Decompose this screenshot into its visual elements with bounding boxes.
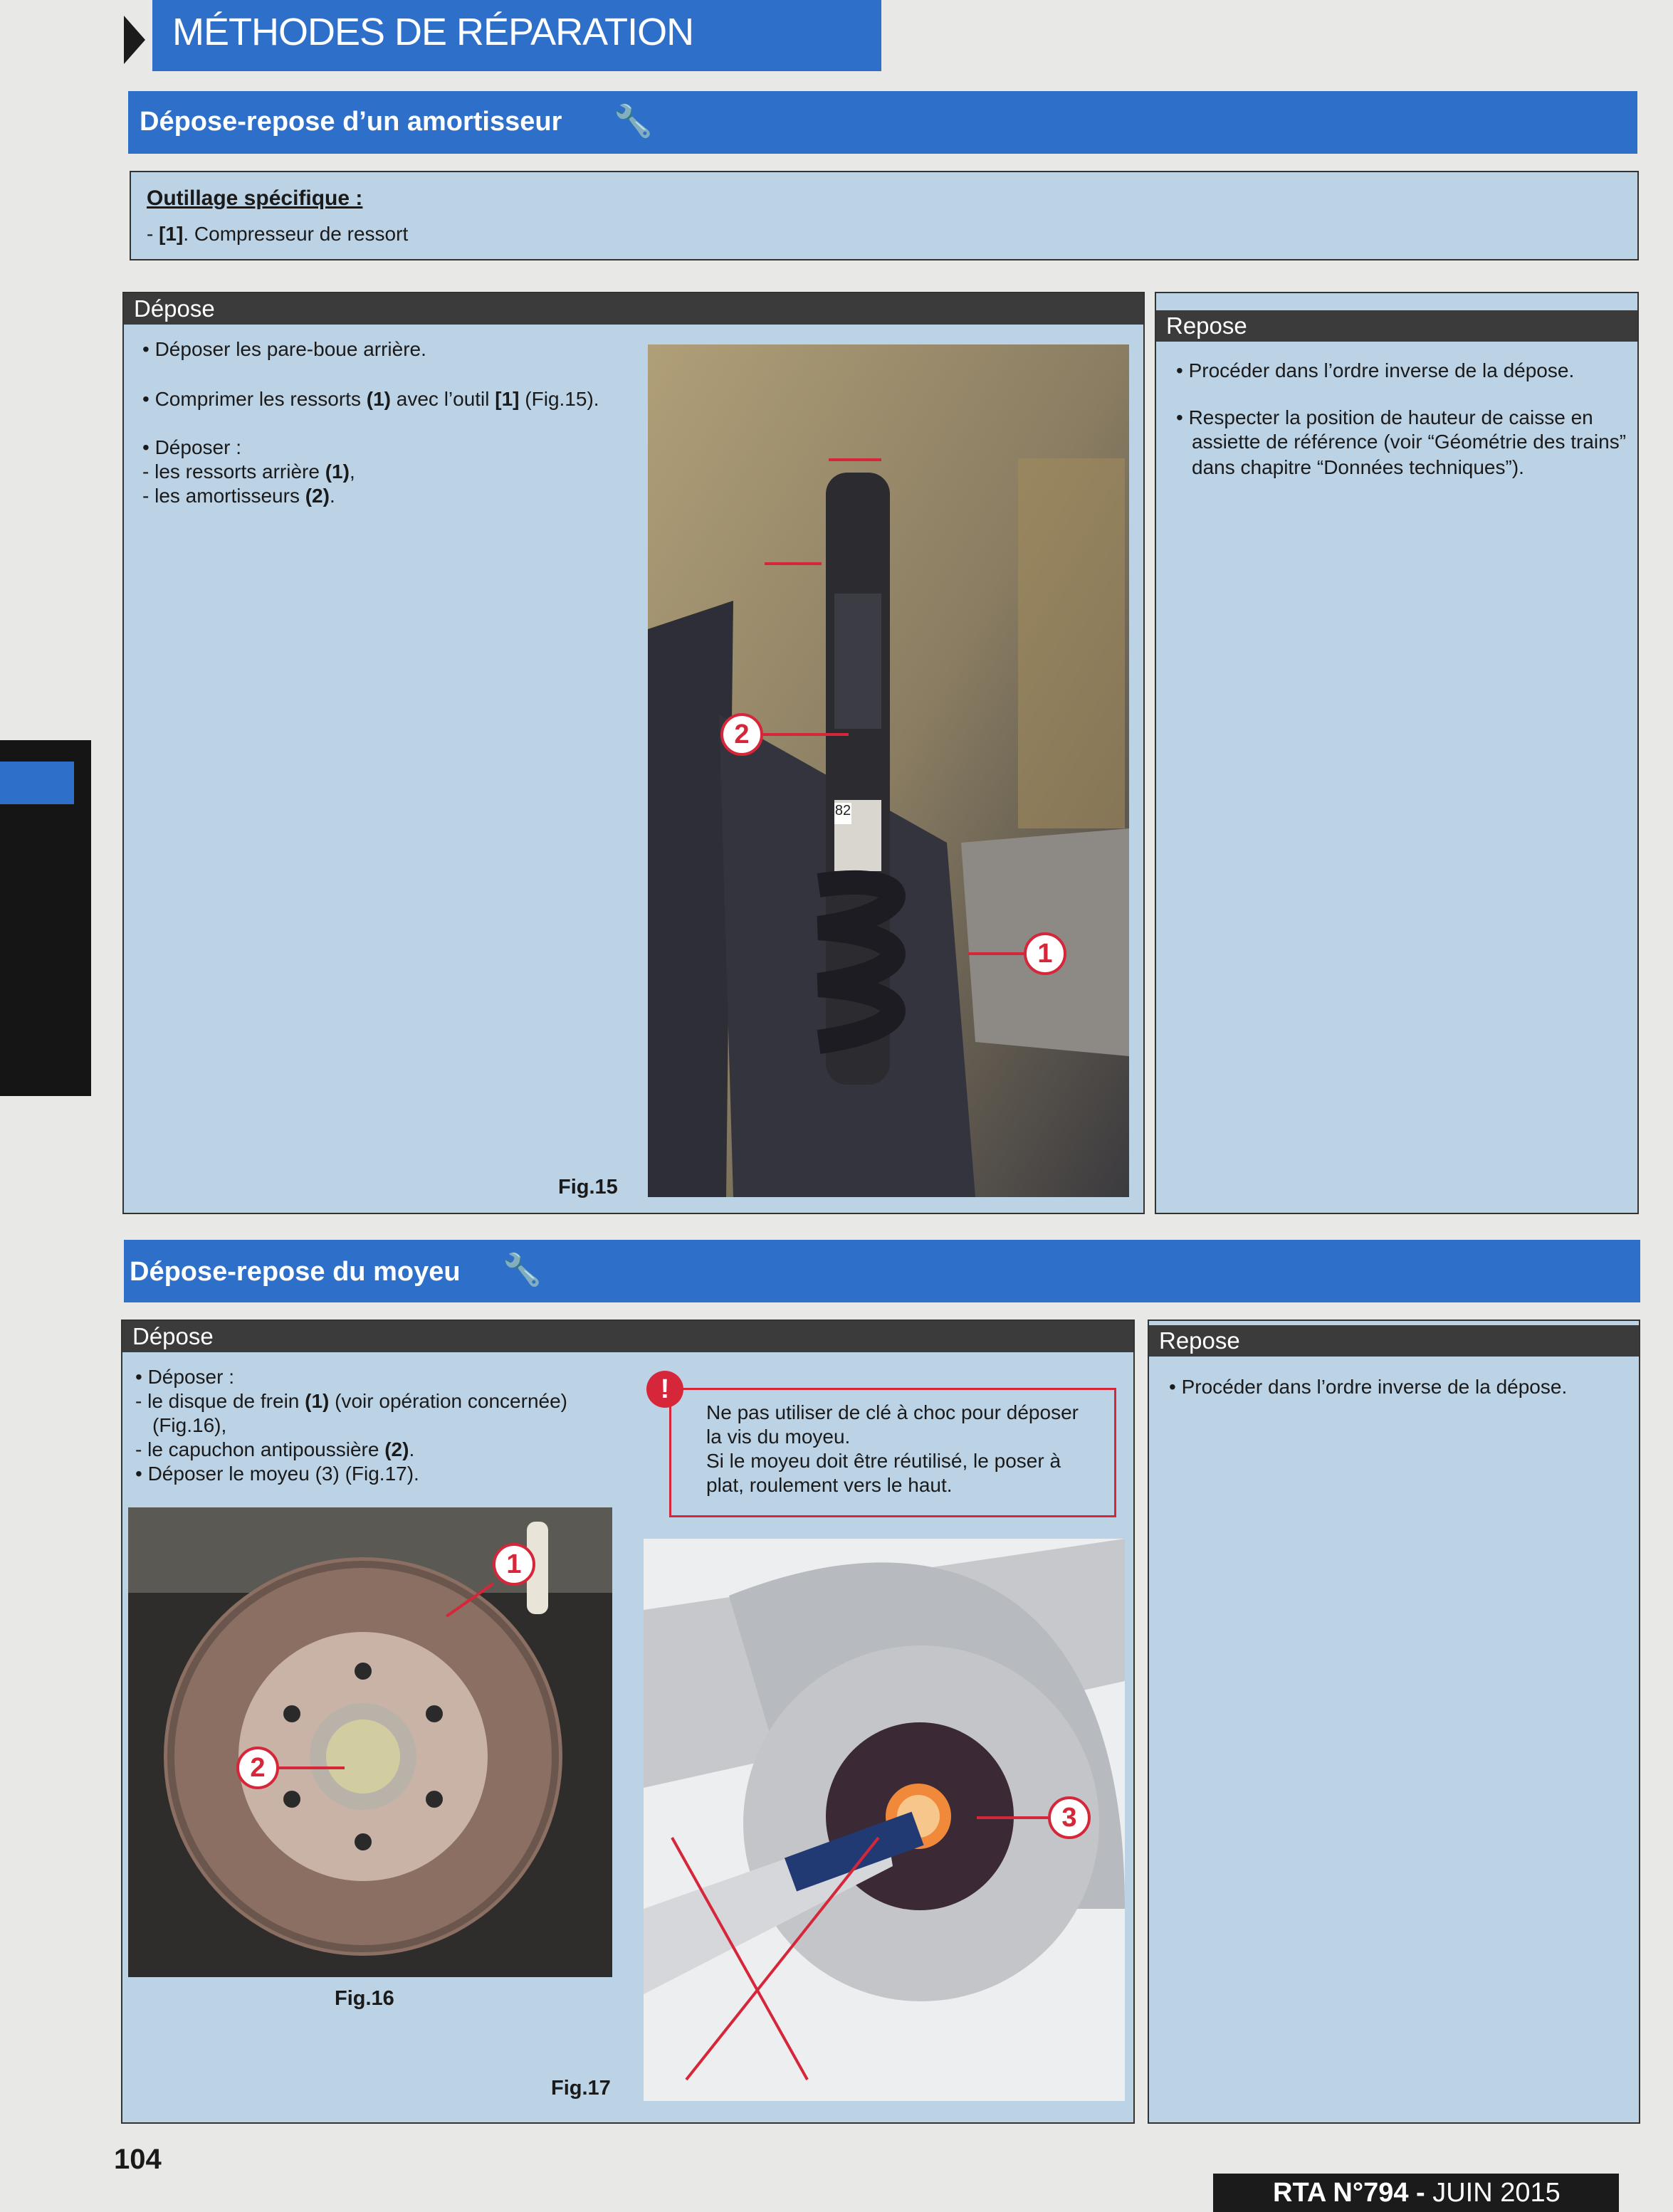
repose-step-2-line2: assiette de référence (voir “Géométrie des trains” — [1192, 431, 1627, 453]
footer-magazine: RTA N°794 - JUIN 2015 — [1273, 2178, 1561, 2208]
moyeu-step-2: • Déposer le moyeu (3) (Fig.17). — [135, 1463, 419, 1485]
arrow-upper-mount — [829, 458, 881, 461]
arrow-lower-mount — [765, 562, 822, 565]
chapter-tab-marker — [0, 762, 74, 804]
depose-sub-2: - les amortisseurs (2). — [142, 485, 335, 507]
warning-icon: ! — [646, 1371, 683, 1408]
moyeu-sub-1: - le disque de frein (1) (voir opération concernée) — [135, 1390, 567, 1412]
callout-2: 2 — [720, 713, 763, 756]
section-title-moyeu: Dépose-repose du moyeu — [130, 1257, 461, 1287]
callout-1: 1 — [1024, 932, 1066, 975]
warning-line-4: plat, roulement vers le haut. — [706, 1474, 953, 1496]
repose-step-2-line1: • Respecter la position de hauteur de caisse en — [1176, 406, 1593, 428]
header-arrow-icon — [124, 16, 145, 64]
page-title: MÉTHODES DE RÉPARATION — [172, 11, 694, 53]
repose-header-amortisseur: Repose — [1156, 310, 1637, 342]
fig17-label: Fig.17 — [551, 2077, 611, 2100]
wrench-icon: 🔧 — [503, 1253, 542, 1287]
tools-item: - [1]. Compresseur de ressort — [147, 223, 409, 245]
fig15-photo — [648, 344, 1129, 1197]
warning-line-3: Si le moyeu doit être réutilisé, le poser à — [706, 1450, 1061, 1472]
callout-2-leader — [763, 733, 849, 736]
page-number: 104 — [114, 2144, 162, 2175]
depose-header-moyeu: Dépose — [122, 1321, 1133, 1352]
depose-step-3: • Déposer : — [142, 436, 241, 458]
repose-box-moyeu — [1148, 1320, 1640, 2124]
callout-2-leader — [279, 1766, 345, 1769]
depose-step-1: • Déposer les pare-boue arrière. — [142, 338, 426, 360]
moyeu-sub-2: - le capuchon antipoussière (2). — [135, 1438, 415, 1460]
strut-label: 82 — [834, 803, 851, 824]
warning-line-1: Ne pas utiliser de clé à choc pour déposer — [706, 1401, 1079, 1423]
repose-step-2-line3: dans chapitre “Données techniques”). — [1192, 456, 1524, 478]
depose-step-2: • Comprimer les ressorts (1) avec l’outil [1] (Fig.15). — [142, 388, 599, 410]
section-title-amortisseur: Dépose-repose d’un amortisseur — [140, 107, 562, 137]
tools-heading: Outillage spécifique : — [147, 186, 363, 210]
warning-line-2: la vis du moyeu. — [706, 1426, 851, 1448]
fig15-label: Fig.15 — [558, 1176, 618, 1199]
fig16-photo — [128, 1507, 612, 1977]
wrench-icon: 🔧 — [614, 104, 653, 139]
repose-header-moyeu: Repose — [1149, 1325, 1639, 1357]
depose-sub-1: - les ressorts arrière (1), — [142, 460, 355, 483]
fig16-label: Fig.16 — [335, 1987, 394, 2010]
repose-moyeu-step-1: • Procéder dans l’ordre inverse de la dépose. — [1169, 1376, 1568, 1398]
moyeu-step-1: • Déposer : — [135, 1366, 234, 1388]
moyeu-sub-1-cont: (Fig.16), — [152, 1414, 227, 1436]
tools-box — [130, 171, 1639, 260]
depose-header-amortisseur: Dépose — [124, 293, 1143, 325]
callout-2: 2 — [236, 1747, 279, 1789]
callout-1-leader — [968, 952, 1024, 955]
callout-3-leader — [977, 1816, 1048, 1819]
callout-3: 3 — [1048, 1796, 1091, 1839]
callout-1: 1 — [493, 1543, 535, 1586]
repose-step-1: • Procéder dans l’ordre inverse de la dépose. — [1176, 359, 1575, 381]
